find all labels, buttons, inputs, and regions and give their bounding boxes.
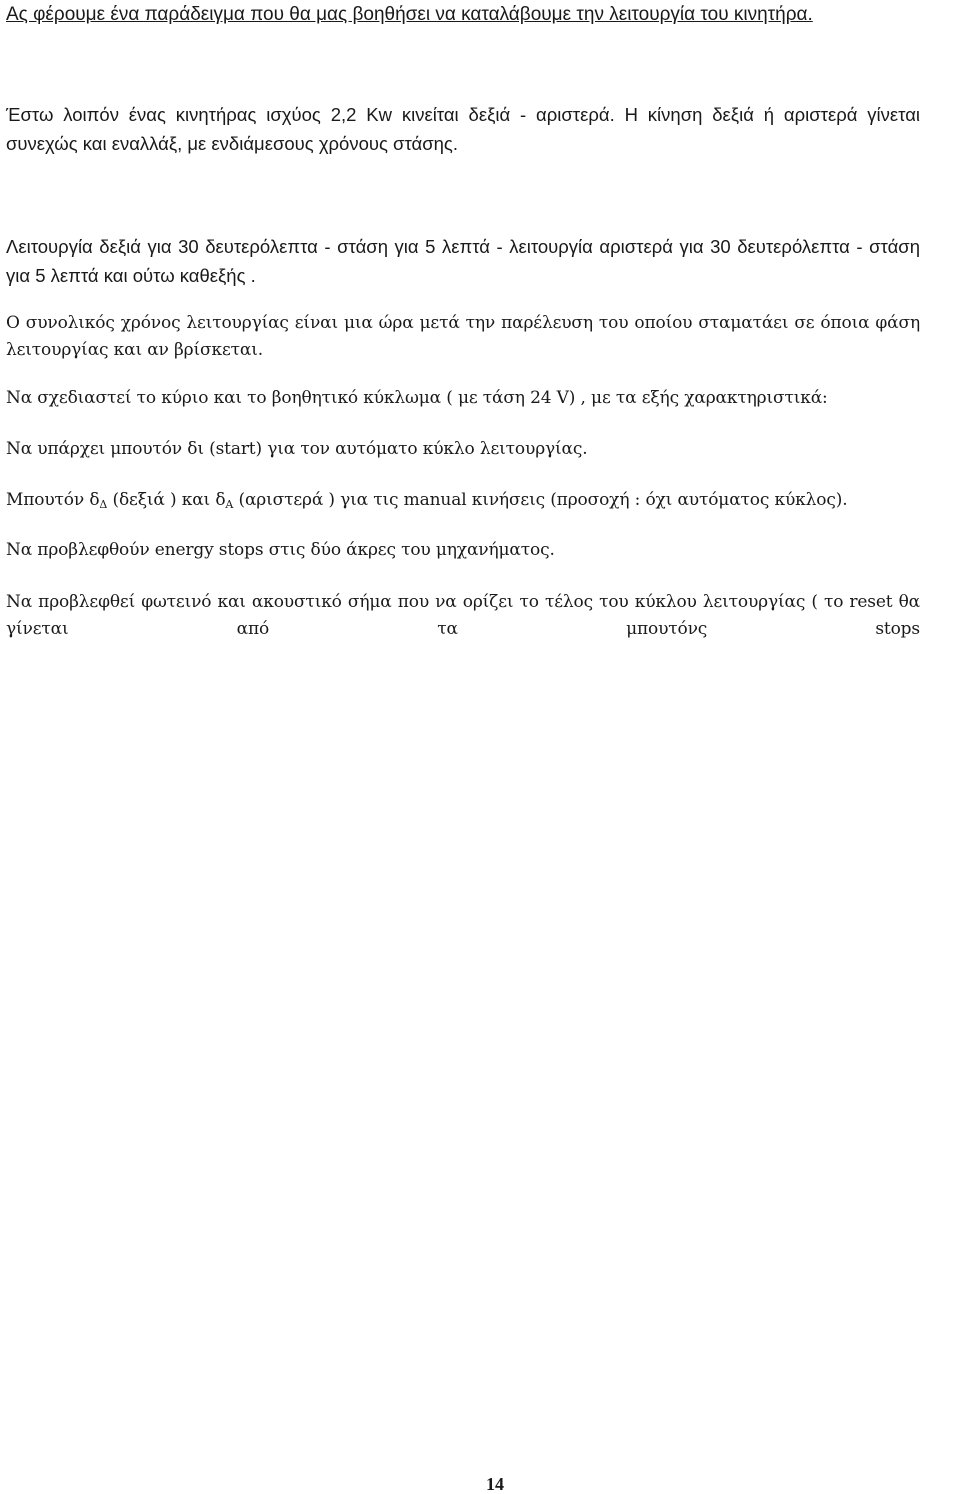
subscript-left: Α [225,498,234,511]
subscript-right: Δ [99,498,108,511]
paragraph-motor-description: Έστω λοιπόν ένας κινητήρας ισχύος 2,2 Kw κινείται δεξιά - αριστερά. Η κίνηση δεξιά ή αριστερά γίνεται συνεχώς και εναλλάξ, με ενδιάμεσους χρόνους στάσης. [6,104,920,154]
heading: Ας φέρουμε ένα παράδειγμα που θα μας βοηθήσει να καταλάβουμε την λειτουργία του κινητήρα. [6,4,813,25]
manual-text-after: (αριστερά ) για τις manual κινήσεις (προσοχή : όχι αυτόματος κύκλος). [233,490,848,510]
paragraph-operating-cycle: Λειτουργία δεξιά για 30 δευτερόλεπτα - στάση για 5 λεπτά - λειτουργία αριστερά για 30 δευτερόλεπτα - στάση για 5 λεπτά και ούτω καθεξής . [6,236,920,286]
manual-text-middle: (δεξιά ) και δ [107,490,226,510]
paragraph-design-task: Να σχεδιαστεί το κύριο και το βοηθητικό κύκλωμα ( με τάση 24 V) , με τα εξής χαρακτηριστικά: [6,388,828,408]
paragraph-total-time: Ο συνολικός χρόνος λειτουργίας είναι μια ώρα μετά την παρέλευση του οποίου σταματάει σε όποια φάση λειτουργίας και αν βρίσκεται. [6,313,920,360]
paragraph-signal: Να προβλεφθεί φωτεινό και ακουστικό σήμα που να ορίζει το τέλος του κύκλου λειτουργίας ( το reset θα γίνεται από τα μπουτόνς stops [6,592,920,639]
manual-text-before: Μπουτόν δ [6,490,100,510]
paragraph-energy-stops: Να προβλεφθούν energy stops στις δύο άκρες του μηχανήματος. [6,540,555,560]
paragraph-start-button: Να υπάρχει μπουτόν δι (start) για τον αυτόματο κύκλο λειτουργίας. [6,439,588,459]
paragraph-manual-buttons [6,487,920,514]
page-number: 14 [486,1474,504,1494]
